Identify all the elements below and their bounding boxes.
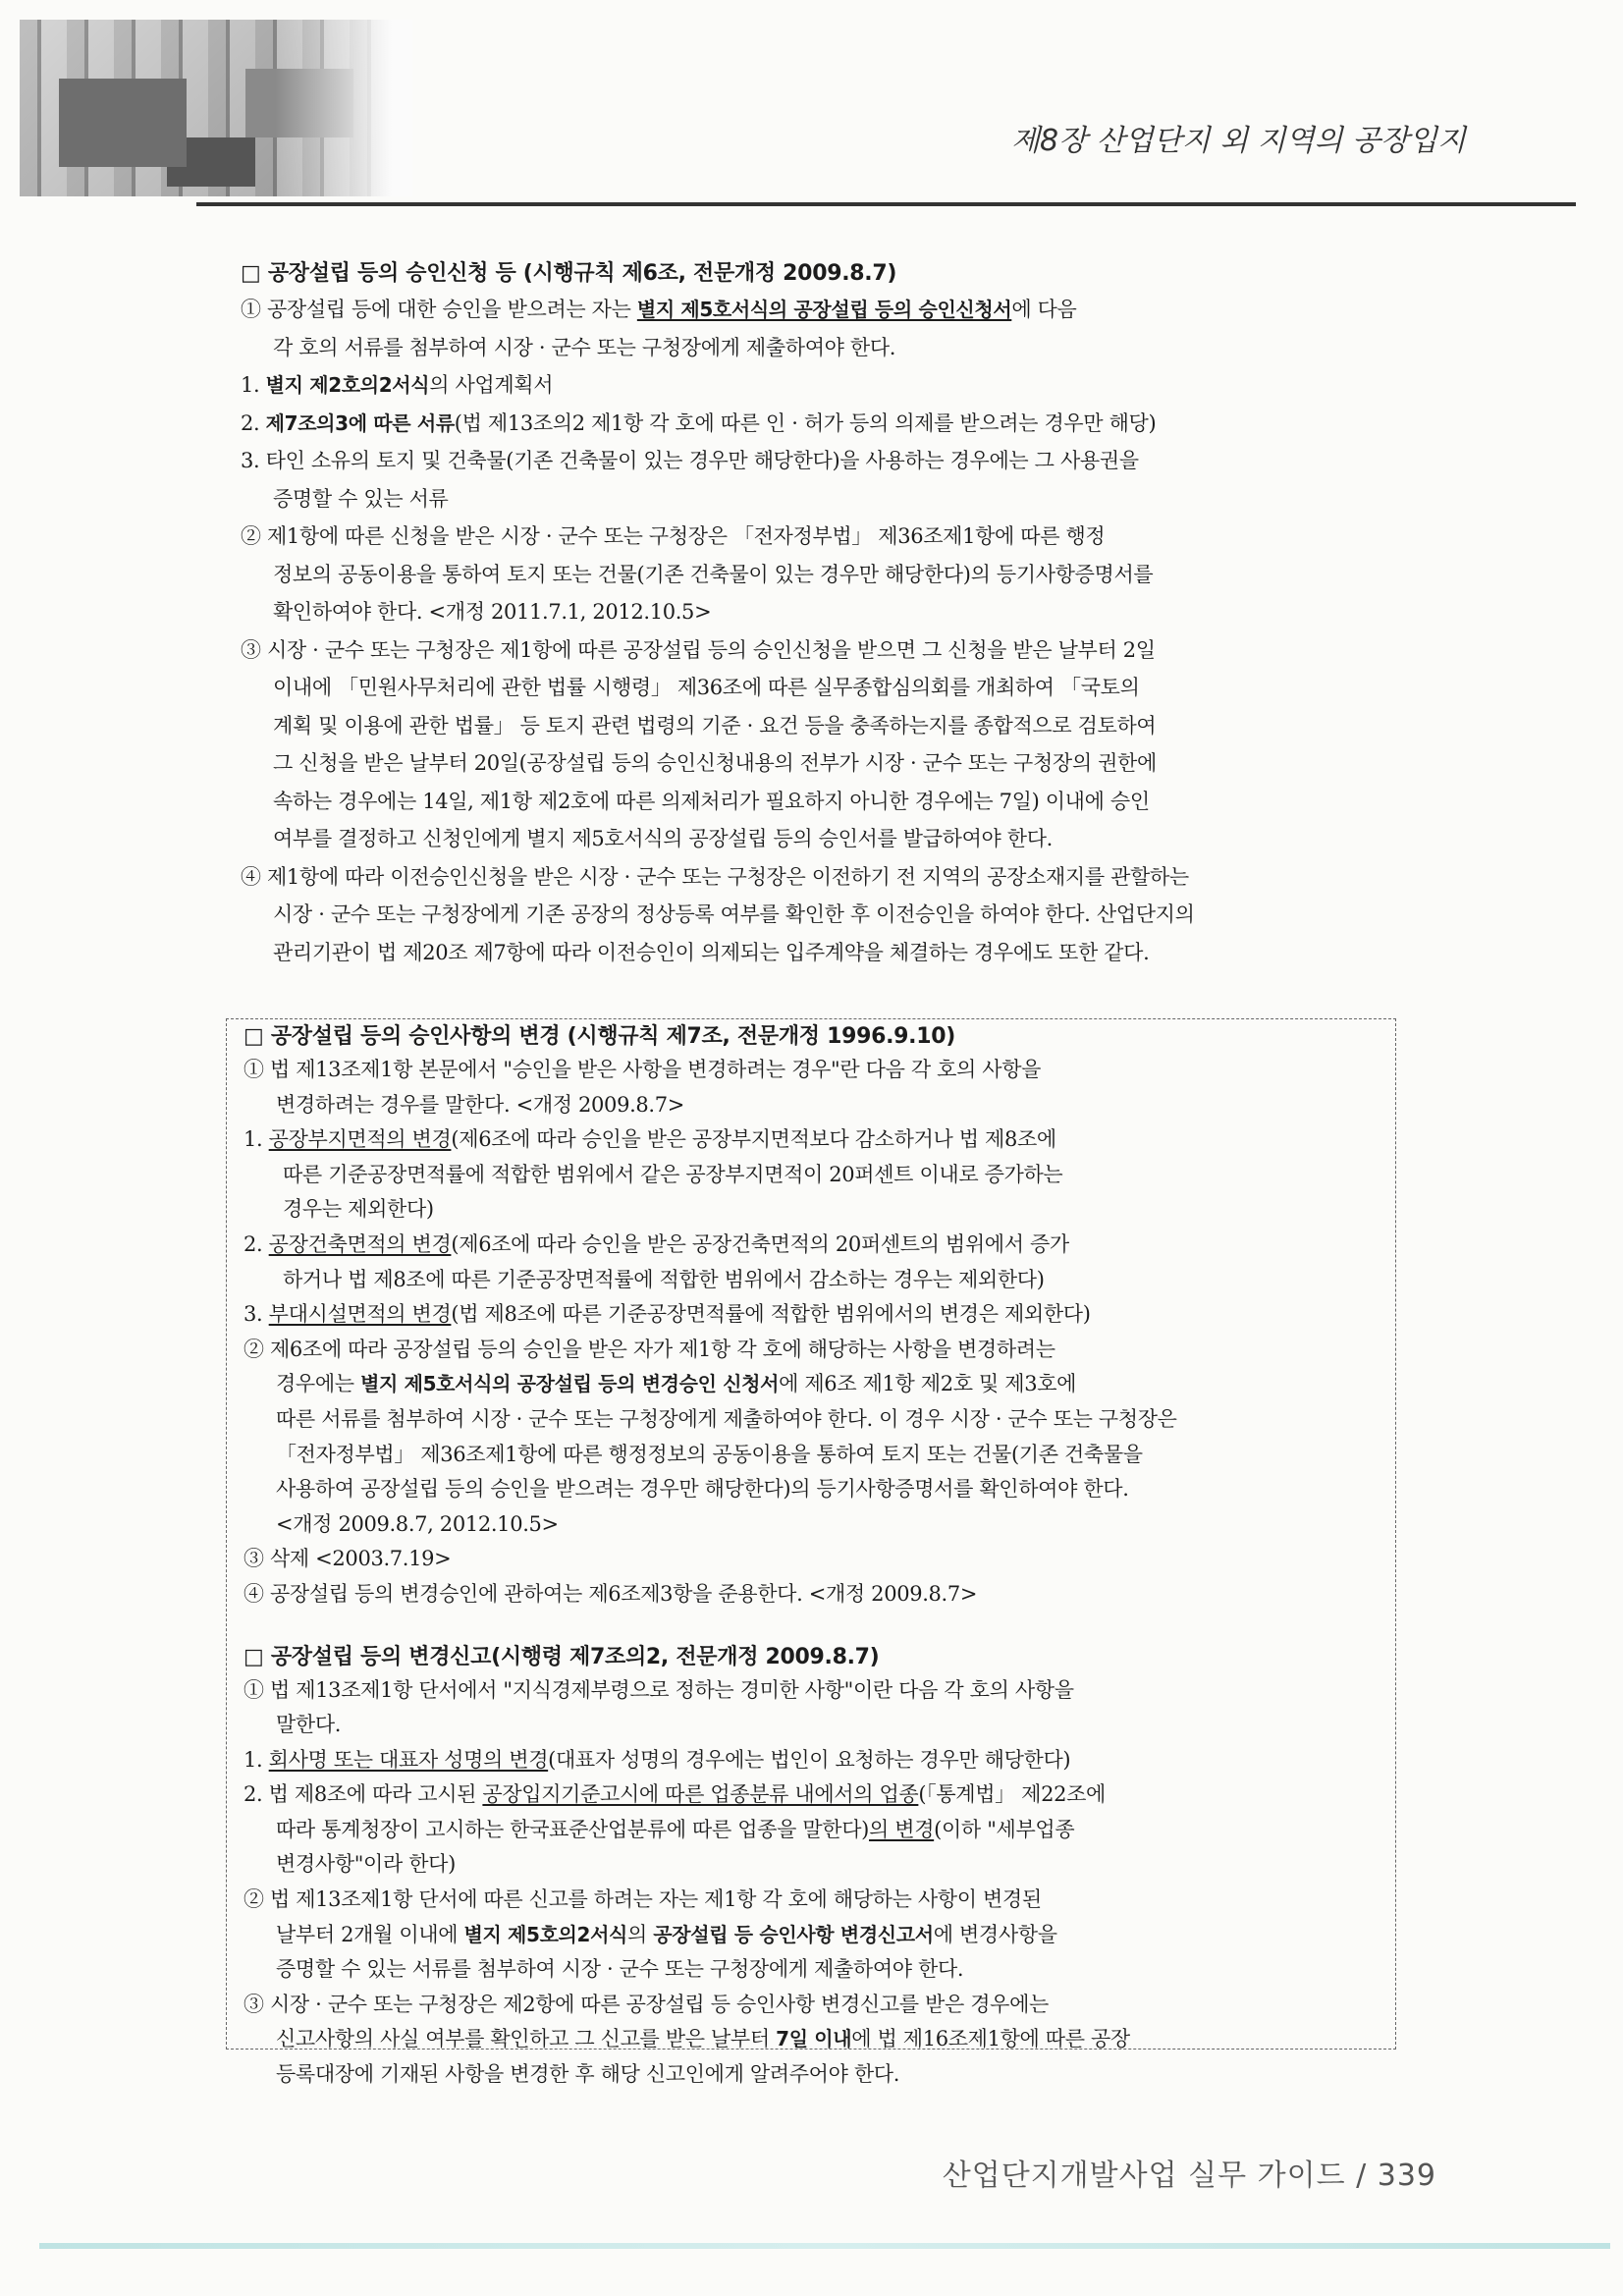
item-3: 3. 타인 소유의 토지 및 건축물(기존 건축물이 있는 경우만 해당한다)을 사용하는 경우에는 그 사용권을 (241, 449, 1139, 472)
paragraph-3-cont: 등록대장에 기재된 사항을 변경한 후 해당 신고인에게 알려주어야 한다. (276, 2062, 900, 2087)
footer-rule (39, 2243, 1610, 2249)
paragraph-1 (241, 291, 1414, 329)
paragraph-2-cont: 「전자정부법」 제36조제1항에 따른 행정정보의 공동이용을 통하여 토지 또는 건물(기존 건축물을 (276, 1442, 1143, 1466)
paragraph-3-cont: 속하는 경우에는 14일, 제1항 제2호에 따른 의제처리가 필요하지 아니한 경우에는 7일) 이내에 승인 (273, 789, 1150, 813)
text: (대표자 성명의 경우에는 법인이 요청하는 경우만 해당한다) (548, 1747, 1071, 1772)
paragraph-3: ③ 시장 · 군수 또는 구청장은 제2항에 따른 공장설립 등 승인사항 변경신고를 받은 경우에는 (243, 1992, 1049, 2016)
bold-text: 별지 제2호의2서식 (265, 373, 430, 397)
text: (법 제13조의2 제1항 각 호에 따른 인 · 허가 등의 의제를 받으려는 경우만 해당) (454, 410, 1157, 435)
underlined-text: 부대시설면적의 변경 (268, 1302, 452, 1327)
underlined-text: 공장부지면적의 변경 (268, 1127, 452, 1152)
paragraph-2-cont: 확인하여야 한다. <개정 2011.7.1, 2012.10.5> (273, 600, 712, 624)
text: (「통계법」 제22조에 (918, 1782, 1106, 1807)
paragraph-2: ② 제1항에 따른 신청을 받은 시장 · 군수 또는 구청장은 「전자정부법」 제36조제1항에 따른 행정 (241, 524, 1106, 548)
item-2-cont: 변경사항"이라 한다) (276, 1852, 456, 1877)
bold-text: 공장설립 등 승인사항 변경신고서 (653, 1922, 934, 1946)
text: 에 제6조 제1항 제2호 및 제3호에 (779, 1372, 1077, 1396)
paragraph-2-cont: 증명할 수 있는 서류를 첨부하여 시장 · 군수 또는 구청장에게 제출하여야 한다. (276, 1957, 964, 1982)
bold-text: 별지 제5호서식의 공장설립 등의 변경승인 신청서 (360, 1372, 780, 1396)
paragraph-4-cont: 관리기관이 법 제20조 제7항에 따라 이전승인이 의제되는 입주계약을 체결하는 경우에도 또한 같다. (273, 940, 1150, 964)
text: 의 사업계획서 (429, 373, 554, 397)
bold-text: 7일 이내 (776, 2027, 852, 2051)
item-2 (243, 1228, 1392, 1263)
section-title: □ 공장설립 등의 승인신청 등 (시행규칙 제6조, 전문개정 2009.8.7) (241, 261, 897, 286)
header-photo (20, 20, 412, 196)
paragraph-1: ① 법 제13조제1항 단서에서 "지식경제부령으로 정하는 경미한 사항"이란 다음 각 호의 사항을 (243, 1677, 1074, 1702)
bold-text: 별지 제5호의2서식 (463, 1922, 628, 1946)
paragraph-2: ② 제6조에 따라 공장설립 등의 승인을 받은 자가 제1항 각 호에 해당하는 사항을 변경하려는 (243, 1337, 1055, 1361)
section-title: □ 공장설립 등의 변경신고(시행령 제7조의2, 전문개정 2009.8.7) (243, 1644, 880, 1669)
chapter-title: 제8장 산업단지 외 지역의 공장입지 (1011, 124, 1466, 158)
paragraph-4: ④ 공장설립 등의 변경승인에 관하여는 제6조제3항을 준용한다. <개정 2009.8.7> (243, 1581, 978, 1606)
text: (제6조에 따라 승인을 받은 공장부지면적보다 감소하거나 법 제8조에 (451, 1127, 1056, 1152)
spacer (243, 1613, 1392, 1642)
paragraph-2-cont: 사용하여 공장설립 등의 승인을 받으려는 경우만 해당한다)의 등기사항증명서를 확인하여야 한다. (276, 1477, 1129, 1502)
underlined-text: 의 변경 (869, 1817, 935, 1841)
text: 2. 법 제8조에 따라 고시된 (243, 1782, 483, 1807)
text: (이하 "세부업종 (934, 1817, 1075, 1841)
box-content (243, 1021, 1392, 2093)
paragraph-3-cont: 계획 및 이용에 관한 법률」 등 토지 관련 법령의 기준 · 요건 등을 충족하는지를 종합적으로 검토하여 (273, 713, 1157, 738)
text: 의 (627, 1922, 654, 1946)
item-2 (241, 405, 1414, 443)
text: 3. (243, 1302, 269, 1327)
paragraph-1-cont: 말한다. (276, 1713, 342, 1737)
section-approval-application (241, 257, 1414, 971)
paragraph-1-cont: 변경하려는 경우를 말한다. <개정 2009.8.7> (276, 1092, 685, 1117)
item-1 (243, 1743, 1392, 1778)
item-2-cont: 하거나 법 제8조에 따른 기준공장면적률에 적합한 범위에서 감소하는 경우는 제외한다) (283, 1267, 1045, 1291)
paragraph-3: ③ 삭제 <2003.7.19> (243, 1547, 452, 1571)
item-1 (243, 1122, 1392, 1158)
footer-page-label: 산업단지개발사업 실무 가이드 / 339 (942, 2159, 1436, 2193)
paragraph-4-cont: 시장 · 군수 또는 구청장에게 기존 공장의 정상등록 여부를 확인한 후 이전승인을 하여야 한다. 산업단지의 (273, 902, 1195, 926)
item-3 (243, 1297, 1392, 1333)
text: 1. (241, 373, 266, 397)
text: 에 다음 (1011, 298, 1077, 321)
paragraph-1: ① 법 제13조제1항 본문에서 "승인을 받은 사항을 변경하려는 경우"란 다음 각 호의 사항을 (243, 1058, 1042, 1081)
paragraph-2-cont: 정보의 공동이용을 통하여 토지 또는 건물(기존 건축물이 있는 경우만 해당한다)의 등기사항증명서를 (273, 562, 1154, 586)
bold-text: 제7조의3에 따른 서류 (265, 410, 455, 435)
text: 에 변경사항을 (933, 1922, 1057, 1946)
text: 2. (243, 1231, 269, 1256)
paragraph-3-cont (243, 2022, 1392, 2057)
paragraph-3-cont: 이내에 「민원사무처리에 관한 법률 시행령」 제36조에 따른 실무종합심의회를 개최하여 「국토의 (273, 676, 1140, 699)
paragraph-1-cont: 각 호의 서류를 첨부하여 시장 · 군수 또는 구청장에게 제출하여야 한다. (273, 335, 896, 359)
text: 신고사항의 사실 여부를 확인하고 그 신고를 받은 날부터 (276, 2027, 777, 2051)
item-2 (243, 1777, 1392, 1813)
paragraph-2-cont (243, 1918, 1392, 1953)
text: 에 법 제16조제1항에 따른 공장 (851, 2027, 1130, 2051)
paragraph-3-cont: 여부를 결정하고 신청인에게 별지 제5호서식의 공장설립 등의 승인서를 발급하여야 한다. (273, 827, 1053, 850)
text: 1. (243, 1747, 269, 1772)
paragraph-2-cont (243, 1367, 1392, 1402)
section-title: □ 공장설립 등의 승인사항의 변경 (시행규칙 제7조, 전문개정 1996.9.10) (243, 1024, 956, 1049)
item-1-cont: 경우는 제외한다) (283, 1197, 434, 1222)
text: (법 제8조에 따른 기준공장면적률에 적합한 범위에서의 변경은 제외한다) (451, 1302, 1091, 1327)
paragraph-4: ④ 제1항에 따라 이전승인신청을 받은 시장 · 군수 또는 구청장은 이전하기 전 지역의 공장소재지를 관할하는 (241, 864, 1189, 889)
header-rule (196, 202, 1576, 206)
text: (제6조에 따라 승인을 받은 공장건축면적의 20퍼센트의 범위에서 증가 (451, 1231, 1069, 1256)
item-3-cont: 증명할 수 있는 서류 (273, 486, 449, 511)
paragraph-2: ② 법 제13조제1항 단서에 따른 신고를 하려는 자는 제1항 각 호에 해당하는 사항이 변경된 (243, 1887, 1042, 1912)
paragraph-2-cont: 따른 서류를 첨부하여 시장 · 군수 또는 구청장에게 제출하여야 한다. 이 경우 시장 · 군수 또는 구청장은 (276, 1406, 1177, 1431)
text: 2. (241, 410, 266, 435)
form-reference: 별지 제5호서식의 공장설립 등의 승인신청서 (636, 298, 1012, 321)
paragraph-3-cont: 그 신청을 받은 날부터 20일(공장설립 등의 승인신청내용의 전부가 시장 · 군수 또는 구청장의 권한에 (273, 751, 1157, 775)
text: 경우에는 (276, 1372, 361, 1396)
text: 1. (243, 1127, 269, 1152)
text: 따라 통계청장이 고시하는 한국표준산업분류에 따른 업종을 말한다) (276, 1817, 870, 1841)
paragraph-2-cont: <개정 2009.8.7, 2012.10.5> (276, 1511, 559, 1536)
item-2-cont (243, 1813, 1392, 1848)
item-1-cont: 따른 기준공장면적률에 적합한 범위에서 같은 공장부지면적이 20퍼센트 이내로 증가하는 (283, 1162, 1063, 1186)
paragraph-3: ③ 시장 · 군수 또는 구청장은 제1항에 따른 공장설립 등의 승인신청을 받으면 그 신청을 받은 날부터 2일 (241, 637, 1156, 662)
underlined-text: 회사명 또는 대표자 성명의 변경 (268, 1747, 549, 1772)
item-1 (241, 366, 1414, 405)
underlined-text: 공장입지기준고시에 따른 업종분류 내에서의 업종 (482, 1782, 919, 1807)
text: 날부터 2개월 이내에 (276, 1922, 464, 1946)
underlined-text: 공장건축면적의 변경 (268, 1231, 452, 1256)
text: ① 공장설립 등에 대한 승인을 받으려는 자는 (241, 298, 637, 321)
